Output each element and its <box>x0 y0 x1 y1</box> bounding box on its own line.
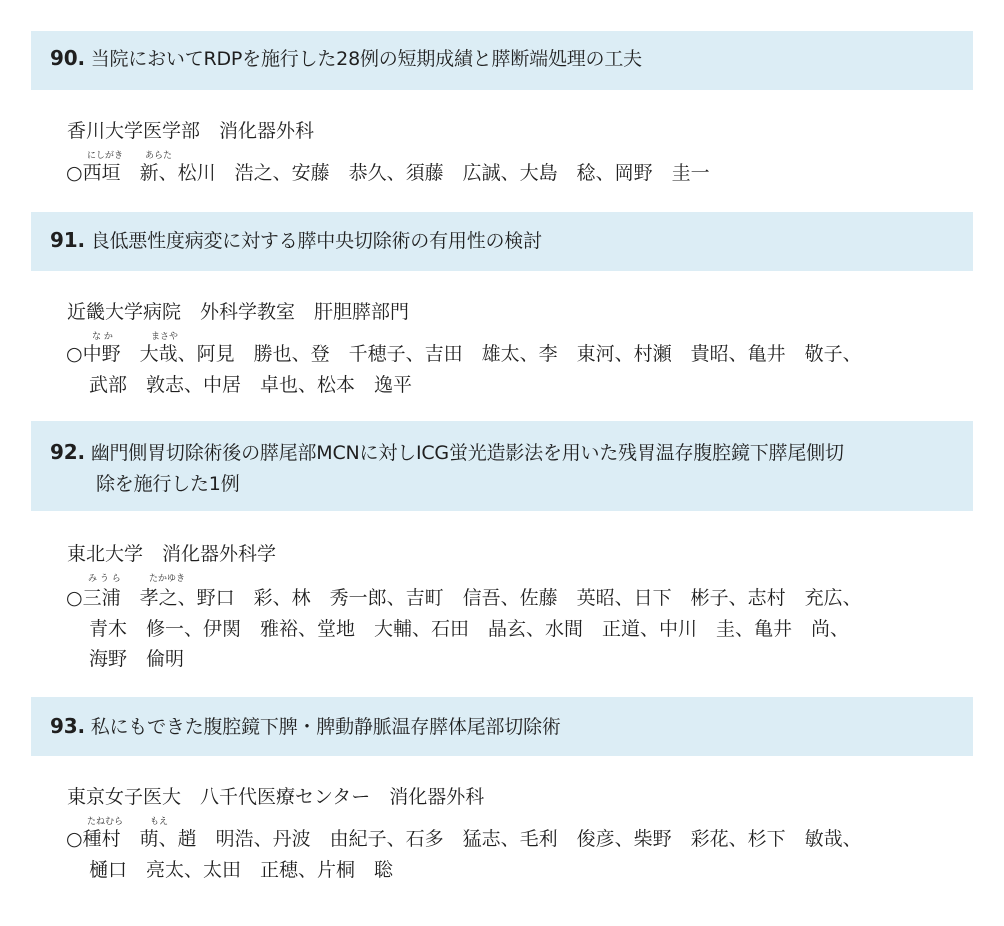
entry-title-92-line2: 除を施行した1例 <box>96 473 240 495</box>
affiliation-92: 東北大学 消化器外科学 <box>67 543 277 565</box>
title-text: 良低悪性度病変に対する膵中央切除術の有用性の検討 <box>90 230 542 252</box>
title-text: 私にもできた腹腔鏡下脾・脾動静脈温存膵体尾部切除術 <box>90 716 561 738</box>
authors-91-line2: 武部 敦志、中居 卓也、松本 逸平 <box>89 374 413 396</box>
title-text: 当院においてRDPを施行した28例の短期成績と膵断端処理の工夫 <box>90 48 642 70</box>
entry-title-90: 90. 当院においてRDPを施行した28例の短期成績と膵断端処理の工夫 <box>50 46 642 70</box>
entry-number: 92 <box>50 440 78 464</box>
affiliation-93: 東京女子医大 八千代医療センター 消化器外科 <box>67 786 485 808</box>
ruby-surname-90: にしがき <box>87 151 124 161</box>
authors-93-line1: ○種村 萌、趙 明浩、丹波 由紀子、石多 猛志、毛利 俊彦、柴野 彩花、杉下 敏哉、 <box>66 828 862 850</box>
entry-title-93: 93. 私にもできた腹腔鏡下脾・脾動静脈温存膵体尾部切除術 <box>50 714 561 738</box>
ruby-surname-92: み う ら <box>88 574 121 584</box>
affiliation-90: 香川大学医学部 消化器外科 <box>67 120 315 142</box>
ruby-given-92: たかゆき <box>149 574 186 584</box>
ruby-given-91: まさや <box>151 332 179 342</box>
entry-number: 90 <box>50 46 78 70</box>
authors-92-line2: 青木 修一、伊関 雅裕、堂地 大輔、石田 晶玄、水間 正道、中川 圭、亀井 尚、 <box>89 618 850 640</box>
authors-90-line1: ○西垣 新、松川 浩之、安藤 恭久、須藤 広誠、大島 稔、岡野 圭一 <box>66 162 710 184</box>
authors-92-line3: 海野 倫明 <box>89 648 185 670</box>
authors-93-line2: 樋口 亮太、太田 正穂、片桐 聡 <box>89 859 394 881</box>
entry-number: 93 <box>50 714 78 738</box>
ruby-surname-91: な か <box>92 332 113 342</box>
affiliation-91: 近畿大学病院 外科学教室 肝胆膵部門 <box>67 301 410 323</box>
title-text: 幽門側胃切除術後の膵尾部MCNに対しICG蛍光造影法を用いた残胃温存腹腔鏡下膵尾側切 <box>90 442 844 464</box>
ruby-surname-93: たねむら <box>87 817 124 827</box>
ruby-given-90: あらた <box>145 151 173 161</box>
entry-number: 91 <box>50 228 78 252</box>
entry-title-92: 92. 幽門側胃切除術後の膵尾部MCNに対しICG蛍光造影法を用いた残胃温存腹腔鏡下膵尾側切 <box>50 440 844 464</box>
ruby-given-93: もえ <box>150 817 169 827</box>
authors-91-line1: ○中野 大哉、阿見 勝也、登 千穂子、吉田 雄太、李 東河、村瀬 貴昭、亀井 敬子、 <box>66 343 862 365</box>
entry-title-91: 91. 良低悪性度病変に対する膵中央切除術の有用性の検討 <box>50 228 542 252</box>
authors-92-line1: ○三浦 孝之、野口 彩、林 秀一郎、吉町 信吾、佐藤 英昭、日下 彬子、志村 充広、 <box>66 587 862 609</box>
